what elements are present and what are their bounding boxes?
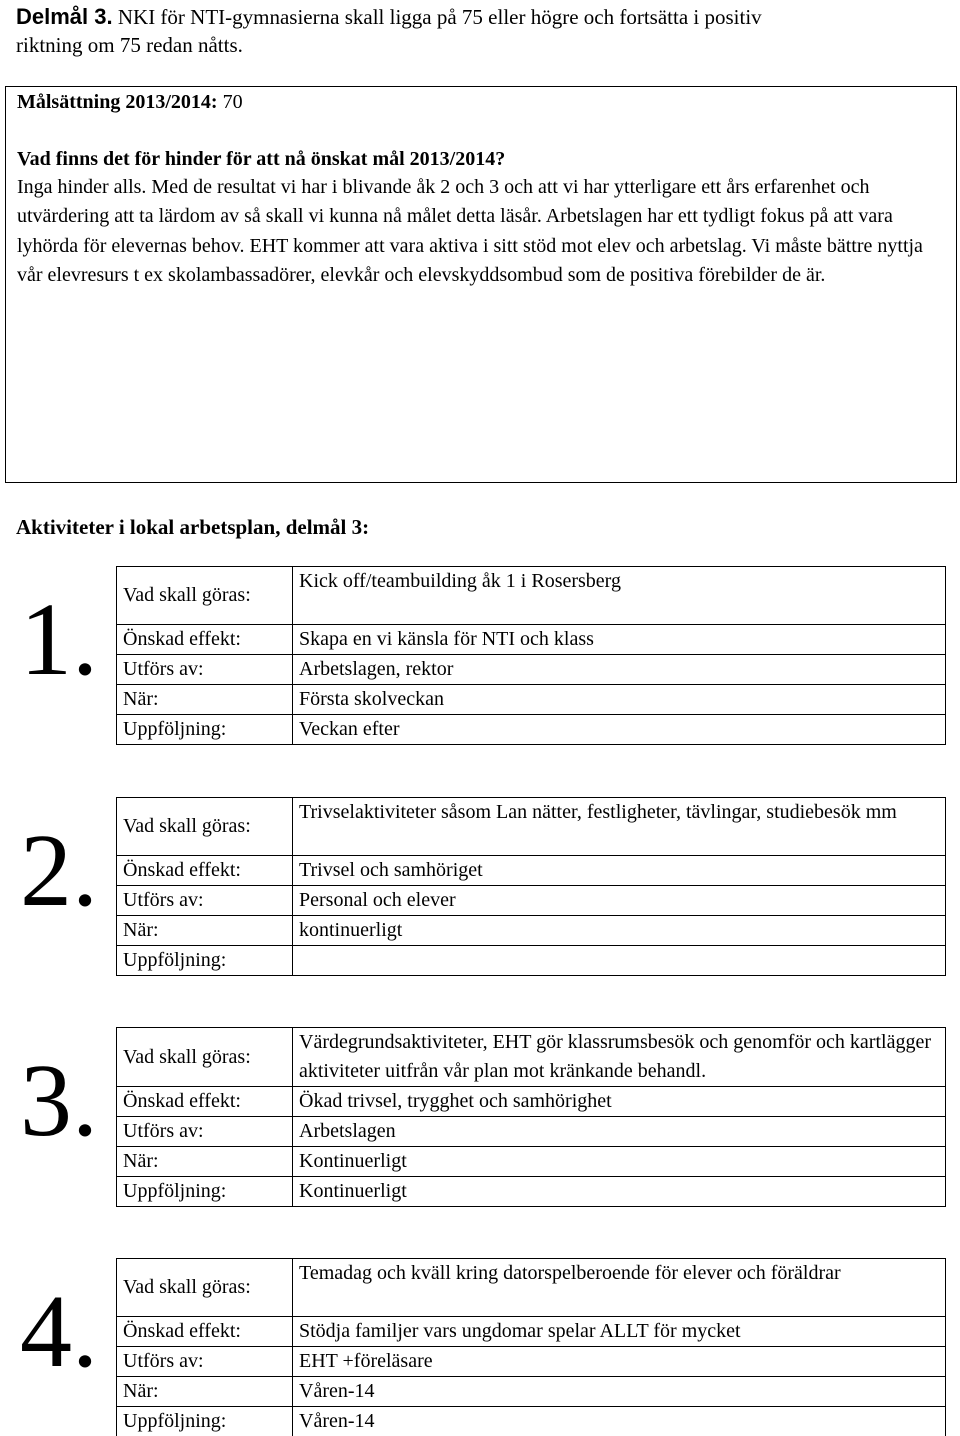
row-followup bbox=[117, 715, 946, 745]
row-what bbox=[117, 798, 946, 856]
value-effect: Stödja familjer vars ungdomar spelar ALLT för mycket bbox=[293, 1317, 946, 1347]
row-effect bbox=[117, 1317, 946, 1347]
row-by bbox=[117, 655, 946, 685]
label-when: När: bbox=[117, 685, 293, 715]
row-when bbox=[117, 916, 946, 946]
row-effect bbox=[117, 1087, 946, 1117]
label-what: Vad skall göras: bbox=[117, 798, 293, 856]
delmal-heading-cont bbox=[16, 31, 946, 60]
row-followup bbox=[117, 1407, 946, 1436]
value-what: Trivselaktiviteter såsom Lan nätter, festligheter, tävlingar, studiebesök mm bbox=[293, 798, 946, 856]
activity-number: 2. bbox=[20, 813, 98, 928]
row-effect bbox=[117, 625, 946, 655]
activity-table bbox=[116, 566, 946, 745]
goal-box bbox=[5, 86, 957, 483]
delmal-text-line2: riktning om 75 redan nåtts. bbox=[16, 33, 243, 57]
row-what bbox=[117, 1028, 946, 1087]
row-effect bbox=[117, 856, 946, 886]
label-when: När: bbox=[117, 1147, 293, 1177]
value-by: EHT +föreläsare bbox=[293, 1347, 946, 1377]
value-when: Första skolveckan bbox=[293, 685, 946, 715]
activity-number: 4. bbox=[20, 1274, 98, 1389]
value-by: Arbetslagen, rektor bbox=[293, 655, 946, 685]
label-followup: Uppföljning: bbox=[117, 715, 293, 745]
label-by: Utförs av: bbox=[117, 1347, 293, 1377]
label-effect: Önskad effekt: bbox=[117, 625, 293, 655]
value-when: Våren-14 bbox=[293, 1377, 946, 1407]
value-followup bbox=[293, 946, 946, 976]
value-effect: Skapa en vi känsla för NTI och klass bbox=[293, 625, 946, 655]
value-followup: Veckan efter bbox=[293, 715, 946, 745]
value-what: Kick off/teambuilding åk 1 i Rosersberg bbox=[293, 567, 946, 625]
row-when bbox=[117, 1147, 946, 1177]
label-followup: Uppföljning: bbox=[117, 946, 293, 976]
label-effect: Önskad effekt: bbox=[117, 1087, 293, 1117]
value-when: kontinuerligt bbox=[293, 916, 946, 946]
row-what bbox=[117, 1259, 946, 1317]
obstacle-answer bbox=[17, 173, 947, 290]
label-by: Utförs av: bbox=[117, 1117, 293, 1147]
value-when: Kontinuerligt bbox=[293, 1147, 946, 1177]
delmal-label: Delmål 3. bbox=[16, 4, 113, 29]
activity-number: 3. bbox=[20, 1043, 98, 1158]
value-what: Temadag och kväll kring datorspelberoende för elever och föräldrar bbox=[293, 1259, 946, 1317]
delmal-text-line1: NKI för NTI-gymnasierna skall ligga på 75 eller högre och fortsätta i positiv bbox=[112, 5, 762, 29]
label-effect: Önskad effekt: bbox=[117, 856, 293, 886]
delmal-heading bbox=[16, 2, 946, 32]
label-what: Vad skall göras: bbox=[117, 567, 293, 625]
label-when: När: bbox=[117, 916, 293, 946]
label-followup: Uppföljning: bbox=[117, 1177, 293, 1207]
activity-table bbox=[116, 1027, 946, 1207]
label-what: Vad skall göras: bbox=[117, 1028, 293, 1087]
label-by: Utförs av: bbox=[117, 886, 293, 916]
obstacle-body: Med de resultat vi har i blivande åk 2 och 3 och att vi har ytterligare ett års erfarenhet och utvärdering att ta lärdom av så skall vi kunna nå målet detta läsår. Arbetslagen har ett tydligt fokus på att vara lyhörda för elevernas behov. EHT kommer att vara aktiva i sitt stöd mot elev och arbetslag. Vi måste bättre nyttja vår elevresurs t ex skolambassadörer, elevkår och elevskyddsombud som de positiva förebilder de är. bbox=[17, 176, 923, 286]
value-what: Värdegrundsaktiviteter, EHT gör klassrumsbesök och genomför och kartlägger aktiviteter uitfrån vår plan mot kränkande behandl. bbox=[293, 1028, 946, 1087]
value-effect: Trivsel och samhöriget bbox=[293, 856, 946, 886]
label-followup: Uppföljning: bbox=[117, 1407, 293, 1436]
row-when bbox=[117, 685, 946, 715]
obstacle-question: Vad finns det för hinder för att nå önskat mål 2013/2014? bbox=[17, 148, 506, 170]
label-by: Utförs av: bbox=[117, 655, 293, 685]
target-row bbox=[17, 88, 243, 117]
target-value: 70 bbox=[217, 91, 243, 113]
label-what: Vad skall göras: bbox=[117, 1259, 293, 1317]
value-by: Arbetslagen bbox=[293, 1117, 946, 1147]
value-followup: Våren-14 bbox=[293, 1407, 946, 1436]
value-followup: Kontinuerligt bbox=[293, 1177, 946, 1207]
activity-table bbox=[116, 797, 946, 976]
row-by bbox=[117, 1117, 946, 1147]
target-label: Målsättning 2013/2014: bbox=[17, 91, 218, 113]
row-followup bbox=[117, 1177, 946, 1207]
row-followup bbox=[117, 946, 946, 976]
row-when bbox=[117, 1377, 946, 1407]
value-effect: Ökad trivsel, trygghet och samhörighet bbox=[293, 1087, 946, 1117]
label-effect: Önskad effekt: bbox=[117, 1317, 293, 1347]
row-by bbox=[117, 1347, 946, 1377]
section-title: Aktiviteter i lokal arbetsplan, delmål 3: bbox=[16, 515, 370, 539]
activity-table bbox=[116, 1258, 946, 1436]
activity-number: 1. bbox=[20, 582, 98, 697]
obstacle-first: Inga hinder alls. bbox=[17, 176, 147, 198]
row-what bbox=[117, 567, 946, 625]
row-by bbox=[117, 886, 946, 916]
label-when: När: bbox=[117, 1377, 293, 1407]
value-by: Personal och elever bbox=[293, 886, 946, 916]
